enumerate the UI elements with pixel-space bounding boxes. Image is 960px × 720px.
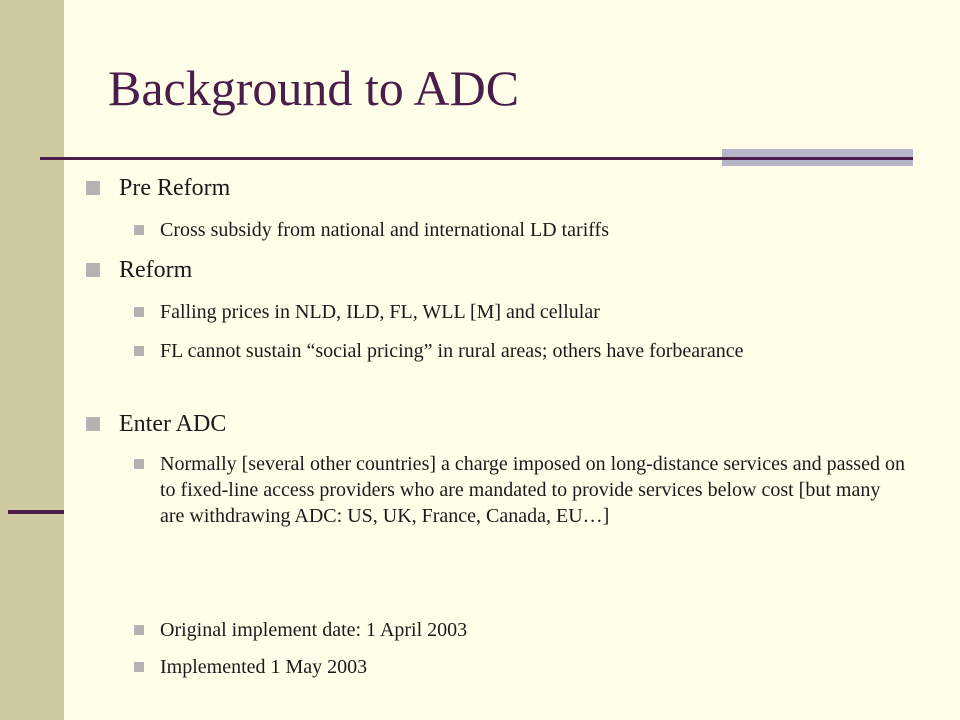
sub-bullet-fl-social-pricing — [160, 338, 885, 364]
sub-bullet-cross-subsidy — [160, 217, 900, 243]
square-bullet-icon — [134, 625, 144, 635]
square-bullet-icon — [86, 263, 100, 277]
bullet-enter-adc — [119, 410, 226, 438]
bullet-text: Reform — [119, 257, 193, 283]
bullet-text: Implemented 1 May 2003 — [160, 656, 368, 678]
bullet-text: Pre Reform — [119, 175, 231, 201]
square-bullet-icon — [134, 459, 144, 469]
sub-bullet-falling-prices — [160, 299, 900, 325]
bullet-pre-reform — [119, 174, 230, 202]
bullet-text: Falling prices in NLD, ILD, FL, WLL [M] and cellular — [160, 301, 600, 323]
sub-bullet-implemented — [160, 654, 900, 680]
bullet-reform — [119, 256, 192, 284]
sub-bullet-original-date — [160, 617, 900, 643]
bullet-text: Normally [several other countries] a charge imposed on long-distance services and passed on to fixed-line access providers who are mandated to provide services below cost [but many are withdrawing ADC: US, UK, France, Canada, EU…] — [160, 453, 905, 527]
slide-title: Background to ADC — [108, 60, 520, 116]
bullet-text: Cross subsidy from national and international LD tariffs — [160, 219, 609, 241]
square-bullet-icon — [134, 662, 144, 672]
bullet-text: FL cannot sustain “social pricing” in rural areas; others have forbearance — [160, 340, 744, 362]
sub-bullet-normally-charge — [160, 451, 905, 529]
square-bullet-icon — [134, 225, 144, 235]
square-bullet-icon — [86, 417, 100, 431]
square-bullet-icon — [86, 181, 100, 195]
square-bullet-icon — [134, 307, 144, 317]
square-bullet-icon — [134, 346, 144, 356]
bullet-text: Enter ADC — [119, 411, 227, 437]
bullet-text: Original implement date: 1 April 2003 — [160, 619, 468, 641]
